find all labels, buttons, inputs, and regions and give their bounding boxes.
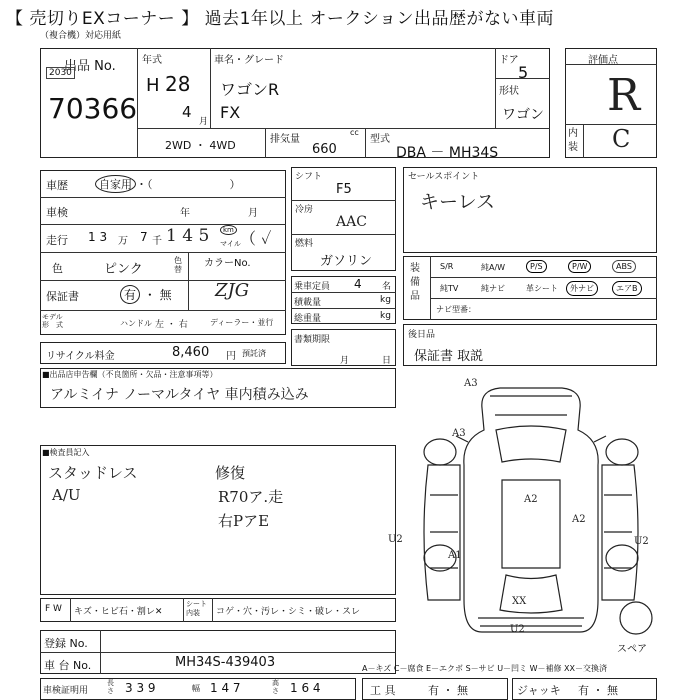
inspection-label: 車検 [46,206,68,219]
inspector-left1: スタッドレス [48,464,138,482]
legend: A－キズ C－腐食 E－エクボ S－サビ U－凹ミ W－補修 XX－交換済 [362,664,608,673]
mark-a1: A1 [448,550,462,561]
cert-w-label: 幅 [192,684,200,693]
capacity-unit: 名 [382,282,392,292]
shift-value: F5 [336,182,352,197]
mileage-man: 万 [118,236,128,247]
model-type-label: モデル 形 式 [42,313,63,329]
doors-value: 5 [518,63,529,82]
inspector-right1: 修復 [215,464,246,482]
interior-label: 内装 [568,128,578,153]
history-rest: ・（ ） [136,178,241,191]
model-grade: FX [220,103,241,122]
model-code-value: DBA － MH34S [396,145,499,161]
jack-label: ジャッキ [517,684,561,697]
color-value: ピンク [104,262,143,277]
mark-a3-top: A3 [464,378,478,389]
mark-u2-left: U2 [388,534,403,545]
fw-label: F W [45,604,62,614]
warranty-no: 無 [159,288,172,302]
ac-value: AAC [336,214,367,230]
model-code-label: 型式 [370,134,390,145]
seat-label: シート 内装 [186,600,207,617]
mark-a3-left: A3 [452,428,466,439]
warranty-label: 保証書 [46,290,79,303]
mileage-digits: 1 3 [88,230,108,244]
equip-seat: 革シート [526,284,558,293]
displacement-unit: cc [350,128,359,137]
sub-note: （複合機）対応用紙 [40,31,122,41]
mark-u2-bottom: U2 [510,624,525,635]
recycle-note: 預託済 [242,349,266,358]
docs-label: 書類期限 [294,335,331,345]
lot-number: 70366 [48,92,138,125]
year-num: 28 [165,72,191,96]
equip-airbag: エアB [612,281,642,296]
color-change: 色替 [174,256,182,274]
reg-label: 登録 No. [44,637,88,650]
doors-label: ドア [499,55,519,66]
equip-sr: S/R [440,262,454,271]
lot-label: 出品 No. [64,59,116,74]
mileage-sen: 7 [140,230,148,244]
recycle-unit: 円 [226,351,236,362]
equip-navi: 純ナビ [481,284,505,293]
chassis-label: 車 台 No. [44,659,92,672]
cert-len-label: 長さ [107,679,114,695]
docs-day: 日 [382,356,392,366]
cert-w: 1 4 7 [210,681,241,695]
handle-opts: 左 ・ 右 [155,320,188,330]
dealer-label: ディーラー・並行 [210,318,274,327]
inspection-year-unit: 年 [180,208,190,219]
recycle-label: リサイクル料金 [46,351,115,362]
equip-pw: P/W [568,260,591,273]
sales-label: セールスポイント [408,172,480,182]
mileage-sen-unit: 千 [152,236,162,247]
lot-small: 2030 [46,67,75,79]
cert-label: 車検証明用 [43,686,89,696]
cert-len: 3 3 9 [125,681,156,695]
equip-ps: P/S [526,260,547,273]
equip-ext-navi: 外ナビ [566,281,598,296]
score-value: R [607,70,641,121]
history-circled: 自家用 [95,175,136,193]
equip-abs: ABS [612,260,636,273]
warranty-yes: 有 [120,285,140,304]
shape-label: 形状 [499,86,519,97]
car-diagram [388,370,700,670]
mark-a2-center: A2 [524,494,538,505]
recycle-value: 8,460 [172,345,210,360]
fw-text: キズ・ヒビ石・割レ✕ [74,607,163,617]
color-label: 色 [52,262,63,275]
displacement-label: 排気量 [270,134,300,145]
capacity-value: 4 [354,277,362,291]
inspector-right2: R70ア.走 [218,488,284,506]
mileage-hand: （ ✓ [240,229,272,248]
jack-opts: 有 ・ 無 [578,684,618,697]
handle-label: ハンドル [120,319,152,328]
banner: 【 売切りEXコーナー 】 過去1年以上 オークション出品歴がない車両 [6,9,554,29]
history-label: 車歴 [46,179,68,192]
tools-opts: 有 ・ 無 [428,684,468,697]
year-label: 年式 [142,55,162,66]
later-value: 保証書 取説 [414,349,484,364]
inspector-right3: 右PアE [218,512,270,530]
mileage-mile: マイル [220,240,241,248]
interior-value: C [612,125,631,153]
equipment-label: 装備品 [410,263,420,302]
navi-label: ナビ型番： [436,305,476,314]
color-code-value: ZJG [215,280,250,301]
load-unit: kg [380,295,391,305]
year-era: H [146,75,160,96]
load-label: 積載量 [294,298,322,308]
shift-label: シフト [295,172,323,182]
capacity-label: 乗車定員 [294,282,331,292]
score-label: 評価点 [588,55,618,66]
cert-h-label: 高さ [272,679,279,695]
spare-label: スペア [617,644,647,655]
docs-month: 月 [340,356,350,366]
mark-xx: XX [512,596,527,607]
fuel-label: 燃料 [295,239,314,249]
declaration-value: アルミイナ ノーマルタイヤ 車内積み込み [50,387,309,403]
inspector-left2: A/U [52,486,81,504]
year-month: 4 [182,103,192,121]
equip-aw: 純A/W [481,263,506,272]
year-month-unit: 月 [199,117,209,127]
weight-unit: kg [380,311,391,321]
weight-label: 総重量 [294,314,322,324]
mark-a2-right: A2 [572,514,586,525]
chassis-value: MH34S-439403 [175,655,276,670]
ac-label: 冷房 [295,205,314,215]
displacement-value: 660 [312,142,337,157]
later-label: 後日品 [408,330,436,340]
mileage-rest: 1 4 5 [166,226,210,246]
cert-h: 1 6 4 [290,681,321,695]
color-code-label: カラーNo. [204,258,251,269]
fuel-value: ガソリン [320,254,373,269]
mark-u2-right: U2 [634,536,649,547]
drive: 2WD ・ 4WD [165,139,236,152]
mileage-label: 走行 [46,234,68,247]
inspector-label: ■検査員記入 [42,448,90,457]
model-label: 車名・グレード [214,55,284,66]
equip-tv: 純TV [440,284,459,293]
declaration-label: ■出品店申告欄（不良箇所・欠品・注意事項等） [42,370,218,379]
seat-text: コゲ・穴・汚レ・シミ・破レ・スレ [216,607,361,617]
shape-value: ワゴン [502,107,544,123]
sales-value: キーレス [420,191,496,213]
mileage-km: km [220,225,237,235]
inspection-month-unit: 月 [248,208,258,219]
model-name: ワゴンR [220,80,280,99]
tools-label: 工 具 [370,684,396,697]
